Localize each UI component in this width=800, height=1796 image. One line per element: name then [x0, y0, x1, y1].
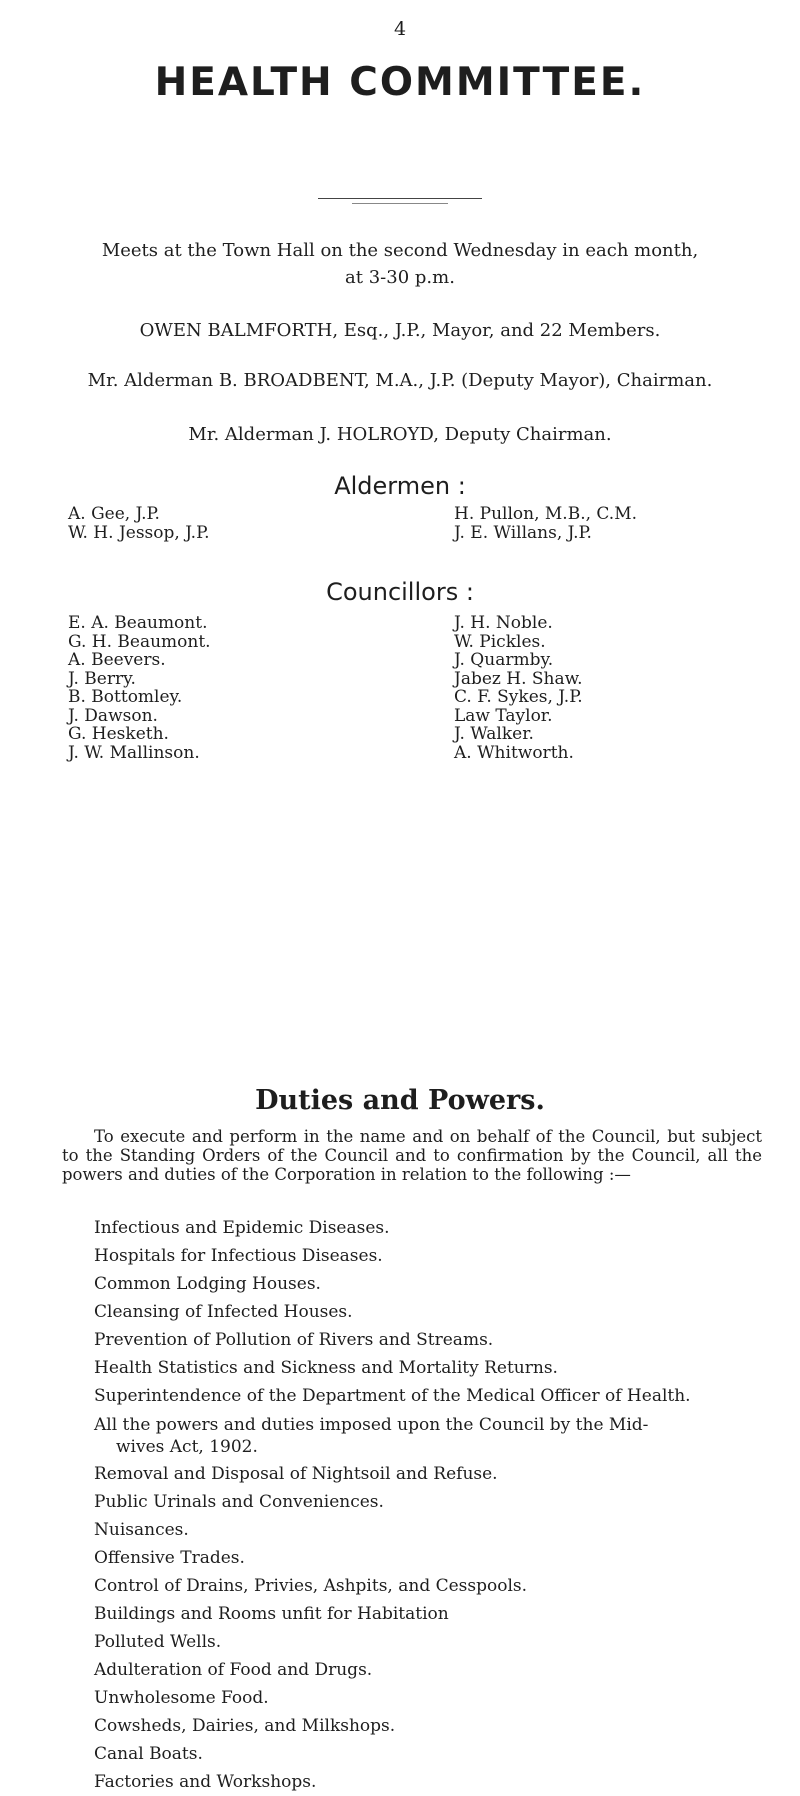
duty-item: All the powers and duties imposed upon the Council by the Mid-	[94, 1415, 649, 1435]
councillors-heading: Councillors :	[326, 578, 474, 606]
meeting-info	[0, 237, 800, 291]
duty-item: Common Lodging Houses.	[94, 1274, 321, 1294]
councillor-name: Jabez H. Shaw.	[454, 668, 583, 689]
duty-item: Cowsheds, Dairies, and Milkshops.	[94, 1716, 396, 1736]
duty-item: Factories and Workshops.	[94, 1772, 317, 1792]
duty-item: Adulteration of Food and Drugs.	[94, 1660, 373, 1680]
councillor-name: J. Dawson.	[68, 705, 158, 726]
councillor-name: A. Beevers.	[68, 650, 166, 670]
councillor-name: G. Hesketh.	[68, 724, 169, 744]
duty-item: Nuisances.	[94, 1520, 189, 1540]
duty-item: Health Statistics and Sickness and Mortality Returns.	[94, 1358, 558, 1378]
duties-intro: To execute and perform in the name and on behalf of the Council, but subject to the Standing Orders of the Council and to confirmation by the Council, all the powers and duties of the Corporation in relation to the following :—	[62, 1127, 762, 1184]
councillor-name: J. Walker.	[454, 724, 534, 744]
aldermen-left-column	[68, 505, 210, 542]
duty-item: Control of Drains, Privies, Ashpits, and Cesspools.	[94, 1576, 528, 1596]
duty-item: Polluted Wells.	[94, 1632, 222, 1652]
councillor-name: B. Bottomley.	[68, 687, 183, 707]
aldermen-right-column	[454, 505, 637, 542]
councillor-name: J. H. Noble.	[454, 613, 553, 633]
councillor-name: J. W. Mallinson.	[68, 742, 200, 763]
duties-list	[94, 1214, 774, 1796]
alderman-name: A. Gee, J.P.	[68, 504, 160, 524]
duties-heading: Duties and Powers.	[255, 1085, 545, 1116]
councillors-right-column	[454, 614, 583, 762]
duty-item: Prevention of Pollution of Rivers and Streams.	[94, 1330, 494, 1350]
councillor-name: J. Quarmby.	[454, 650, 554, 670]
duty-item: Cleansing of Infected Houses.	[94, 1302, 353, 1322]
councillor-name: W. Pickles.	[454, 631, 546, 652]
councillor-name: A. Whitworth.	[454, 742, 574, 763]
alderman-name: J. E. Willans, J.P.	[454, 522, 592, 543]
duty-item: Buildings and Rooms unfit for Habitation	[94, 1604, 449, 1624]
deputy-chairman-line: Mr. Alderman J. HOLROYD, Deputy Chairman.	[188, 424, 612, 445]
mayor-line: OWEN BALMFORTH, Esq., J.P., Mayor, and 22 Members.	[139, 320, 661, 341]
duty-item: Removal and Disposal of Nightsoil and Refuse.	[94, 1464, 498, 1484]
councillor-name: G. H. Beaumont.	[68, 631, 211, 652]
alderman-name: W. H. Jessop, J.P.	[68, 522, 210, 543]
divider-rule-short	[352, 203, 448, 204]
councillor-name: E. A. Beaumont.	[68, 613, 208, 633]
duty-item: Unwholesome Food.	[94, 1688, 269, 1708]
divider-rule	[318, 198, 482, 199]
page-title: HEALTH COMMITTEE.	[154, 60, 646, 105]
duty-item: Offensive Trades.	[94, 1548, 245, 1568]
alderman-name: H. Pullon, M.B., C.M.	[454, 504, 638, 524]
duty-item: Hospitals for Infectious Diseases.	[94, 1246, 383, 1266]
chairman-line: Mr. Alderman B. BROADBENT, M.A., J.P. (Deputy Mayor), Chairman.	[87, 370, 713, 391]
meeting-line-1: Meets at the Town Hall on the second Wednesday in each month,	[101, 240, 699, 261]
duty-item: Public Urinals and Conveniences.	[94, 1492, 384, 1512]
councillor-name: C. F. Sykes, J.P.	[454, 687, 583, 707]
meeting-line-2: at 3-30 p.m.	[345, 267, 455, 288]
councillor-name: J. Berry.	[68, 668, 136, 689]
councillor-name: Law Taylor.	[454, 705, 553, 726]
page-number: 4	[393, 18, 407, 40]
duty-item-continuation: wives Act, 1902.	[116, 1437, 258, 1457]
duty-item: Superintendence of the Department of the Medical Officer of Health.	[94, 1386, 691, 1406]
duty-item: Canal Boats.	[94, 1744, 203, 1764]
councillors-left-column	[68, 614, 211, 762]
aldermen-heading: Aldermen :	[334, 472, 466, 500]
duty-item: Infectious and Epidemic Diseases.	[94, 1218, 390, 1238]
